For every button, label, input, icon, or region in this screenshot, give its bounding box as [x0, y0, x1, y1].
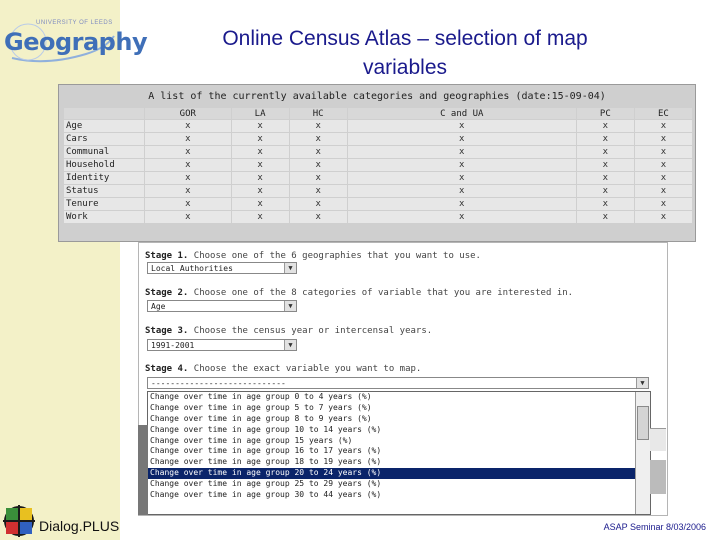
slide-title-line1: Online Census Atlas – selection of map — [222, 27, 588, 50]
census-year-select[interactable] — [147, 339, 297, 351]
row-label: Identity — [64, 172, 144, 184]
availability-cell: x — [232, 159, 289, 171]
column-header: HC — [290, 108, 347, 119]
stage3-text: Choose the census year or intercensal years. — [188, 326, 433, 336]
dropdown-option[interactable]: Change over time in age group 20 to 24 years (%) — [148, 468, 650, 479]
stage1-instruction — [145, 251, 481, 261]
table-row — [64, 133, 692, 145]
availability-cell: x — [290, 120, 347, 132]
availability-cell: x — [232, 172, 289, 184]
dropdown-options — [148, 392, 650, 501]
column-header: C and UA — [348, 108, 576, 119]
availability-cell: x — [635, 133, 692, 145]
background-page-scrollbar-thumb — [650, 460, 666, 494]
dialogplus-label: Dialog.PLUS — [39, 518, 120, 534]
row-label: Tenure — [64, 198, 144, 210]
availability-cell: x — [577, 172, 634, 184]
stage2-label: Stage 2. — [145, 288, 189, 298]
availability-cell: x — [145, 120, 231, 132]
availability-cell: x — [145, 198, 231, 210]
dropdown-option[interactable]: Change over time in age group 25 to 29 years (%) — [150, 479, 382, 489]
availability-cell: x — [635, 120, 692, 132]
row-label: Communal — [64, 146, 144, 158]
dropdown-option[interactable]: Change over time in age group 30 to 44 years (%) — [150, 490, 382, 500]
stage3-label: Stage 3. — [145, 326, 189, 336]
availability-cell: x — [145, 211, 231, 223]
row-label: Status — [64, 185, 144, 197]
dropdown-option[interactable]: Change over time in age group 0 to 4 years (%) — [150, 392, 372, 401]
availability-cell: x — [290, 159, 347, 171]
table-row — [64, 185, 692, 197]
availability-cell: x — [635, 172, 692, 184]
variable-dropdown-list[interactable] — [147, 391, 651, 515]
stage2-text: Choose one of the 8 categories of variable that you are interested in. — [188, 288, 574, 298]
availability-cell: x — [145, 133, 231, 145]
availability-cell: x — [348, 146, 576, 158]
stage4-instruction — [145, 364, 421, 374]
row-label: Cars — [64, 133, 144, 145]
table-row — [64, 172, 692, 184]
stage4-text: Choose the exact variable you want to map. — [188, 364, 422, 374]
availability-cell: x — [577, 120, 634, 132]
availability-cell: x — [577, 211, 634, 223]
dropdown-option[interactable]: Change over time in age group 10 to 14 years (%) — [150, 424, 382, 434]
availability-cell: x — [232, 185, 289, 197]
column-header: LA — [232, 108, 289, 119]
table-row — [64, 198, 692, 210]
categories-table-caption: A list of the currently available categories and geographies (date:15-09-04) — [148, 91, 606, 102]
row-label: Work — [64, 211, 144, 223]
dropdown-option[interactable]: Change over time in age group 8 to 9 years (%) — [150, 413, 372, 423]
availability-cell: x — [290, 185, 347, 197]
geography-select[interactable] — [147, 262, 297, 274]
availability-cell: x — [348, 211, 576, 223]
availability-cell: x — [635, 198, 692, 210]
availability-cell: x — [290, 211, 347, 223]
availability-cell: x — [577, 185, 634, 197]
census-year-select-value: 1991-2001 — [151, 341, 195, 350]
table-row — [64, 159, 692, 171]
availability-cell: x — [577, 159, 634, 171]
scrollbar-thumb[interactable] — [637, 406, 649, 440]
availability-cell: x — [232, 133, 289, 145]
availability-cell: x — [348, 133, 576, 145]
availability-cell: x — [290, 133, 347, 145]
variable-selection-form — [138, 242, 668, 516]
availability-cell: x — [232, 198, 289, 210]
availability-cell: x — [145, 159, 231, 171]
slide-title-line2: variables — [362, 56, 448, 79]
availability-cell: x — [635, 146, 692, 158]
leeds-geography-logo — [4, 14, 148, 66]
availability-cell: x — [232, 146, 289, 158]
categories-table — [63, 107, 693, 224]
stage1-text: Choose one of the 6 geographies that you want to use. — [188, 251, 481, 261]
availability-cell: x — [232, 120, 289, 132]
footer-text: ASAP Seminar 8/03/2006 — [603, 522, 706, 532]
row-label: Household — [64, 159, 144, 171]
variable-select-value: ---------------------------- — [151, 379, 286, 388]
background-page-edge — [138, 425, 148, 515]
table-header-blank — [64, 108, 144, 119]
dialogplus-logo-icon — [2, 504, 36, 538]
availability-cell: x — [577, 133, 634, 145]
availability-cell: x — [348, 172, 576, 184]
row-label: Age — [64, 120, 144, 132]
column-header: EC — [635, 108, 692, 119]
availability-cell: x — [145, 172, 231, 184]
stage4-label: Stage 4. — [145, 364, 189, 374]
stage1-label: Stage 1. — [145, 251, 189, 261]
availability-cell: x — [348, 120, 576, 132]
chevron-down-icon[interactable]: ▼ — [284, 301, 296, 311]
availability-cell: x — [348, 185, 576, 197]
availability-cell: x — [232, 211, 289, 223]
availability-cell: x — [290, 172, 347, 184]
category-select[interactable] — [147, 300, 297, 312]
availability-cell: x — [635, 159, 692, 171]
availability-cell: x — [145, 146, 231, 158]
background-page-scrollbar — [650, 428, 666, 451]
chevron-down-icon[interactable]: ▼ — [636, 378, 648, 388]
column-header: GOR — [145, 108, 231, 119]
chevron-down-icon[interactable]: ▼ — [284, 340, 296, 350]
availability-cell: x — [635, 185, 692, 197]
table-header-row — [64, 108, 692, 119]
dropdown-option[interactable]: Change over time in age group 16 to 17 years (%) — [150, 446, 382, 456]
dropdown-option[interactable]: Change over time in age group 5 to 7 years (%) — [150, 402, 372, 412]
availability-cell: x — [577, 146, 634, 158]
availability-cell: x — [577, 198, 634, 210]
availability-cell: x — [290, 146, 347, 158]
chevron-down-icon[interactable]: ▼ — [284, 263, 296, 273]
table-row — [64, 211, 692, 223]
variable-select[interactable] — [147, 377, 649, 389]
table-row — [64, 146, 692, 158]
geography-select-value: Local Authorities — [151, 264, 233, 273]
dropdown-option[interactable]: Change over time in age group 15 years (%) — [150, 435, 353, 445]
categories-table-panel — [58, 84, 696, 242]
availability-cell: x — [145, 185, 231, 197]
table-row — [64, 120, 692, 132]
slide-title — [140, 24, 670, 82]
availability-cell: x — [348, 159, 576, 171]
availability-cell: x — [635, 211, 692, 223]
logo-university-text: UNIVERSITY OF LEEDS — [36, 20, 113, 26]
logo-geography-text: Geography — [4, 28, 148, 56]
category-select-value: Age — [151, 302, 166, 311]
dropdown-option[interactable]: Change over time in age group 18 to 19 years (%) — [150, 457, 382, 467]
left-band — [0, 0, 120, 540]
stage3-instruction — [145, 326, 432, 336]
column-header: PC — [577, 108, 634, 119]
availability-cell: x — [348, 198, 576, 210]
dropdown-scrollbar[interactable] — [635, 392, 650, 514]
availability-cell: x — [290, 198, 347, 210]
stage2-instruction — [145, 288, 573, 298]
